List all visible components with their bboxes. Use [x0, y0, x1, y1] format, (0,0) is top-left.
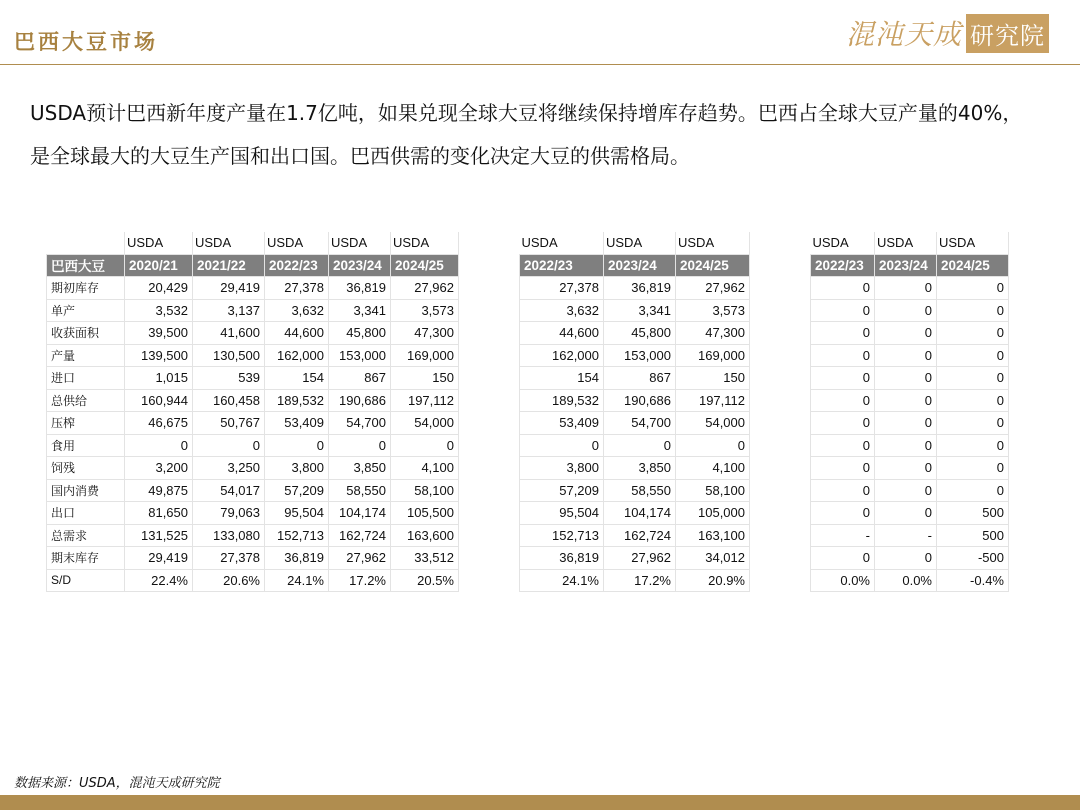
table-row [811, 547, 1009, 570]
value-cell: 0 [193, 434, 265, 457]
value-cell: 0 [937, 457, 1009, 480]
table-row [520, 277, 750, 300]
table-row [47, 367, 459, 390]
value-cell: - [875, 524, 937, 547]
source-row [47, 232, 459, 254]
value-cell: 162,724 [604, 524, 676, 547]
value-cell: 54,000 [676, 412, 750, 435]
value-cell: 0 [875, 367, 937, 390]
value-cell: 3,532 [125, 299, 193, 322]
value-cell: 36,819 [604, 277, 676, 300]
value-cell: 104,174 [329, 502, 391, 525]
value-cell: 47,300 [676, 322, 750, 345]
value-cell: 33,512 [391, 547, 459, 570]
value-cell: 160,944 [125, 389, 193, 412]
value-cell: 0 [811, 344, 875, 367]
source-row [811, 232, 1009, 254]
row-label: 期末库存 [47, 547, 125, 570]
difference-table [810, 232, 1009, 592]
data-source-note: 数据来源：USDA，混沌天成研究院 [14, 776, 220, 791]
table-row [47, 389, 459, 412]
value-cell: 197,112 [391, 389, 459, 412]
value-cell: 0 [875, 502, 937, 525]
value-cell: 190,686 [604, 389, 676, 412]
value-cell: 0 [875, 277, 937, 300]
row-label: 食用 [47, 434, 125, 457]
table-row [520, 434, 750, 457]
value-cell: 24.1% [265, 569, 329, 592]
row-label: 压榨 [47, 412, 125, 435]
source-cell: USDA [604, 232, 676, 254]
value-cell: 189,532 [520, 389, 604, 412]
value-cell: 20.9% [676, 569, 750, 592]
value-cell: 36,819 [329, 277, 391, 300]
value-cell: 45,800 [329, 322, 391, 345]
value-cell: 0 [811, 479, 875, 502]
value-cell: 27,378 [520, 277, 604, 300]
value-cell: 54,000 [391, 412, 459, 435]
value-cell: 34,012 [676, 547, 750, 570]
value-cell: 17.2% [604, 569, 676, 592]
value-cell: 3,250 [193, 457, 265, 480]
table-row [520, 479, 750, 502]
value-cell: 57,209 [265, 479, 329, 502]
value-cell: 0 [875, 389, 937, 412]
value-cell: 79,063 [193, 502, 265, 525]
value-cell: 153,000 [604, 344, 676, 367]
row-label: 出口 [47, 502, 125, 525]
value-cell: 27,378 [193, 547, 265, 570]
value-cell: 3,573 [391, 299, 459, 322]
value-cell: 500 [937, 502, 1009, 525]
row-label: 收获面积 [47, 322, 125, 345]
value-cell: 0 [520, 434, 604, 457]
value-cell: 3,800 [520, 457, 604, 480]
source-row [520, 232, 750, 254]
value-cell: 58,550 [329, 479, 391, 502]
source-cell: USDA [265, 232, 329, 254]
value-cell: 0 [875, 479, 937, 502]
value-cell: 47,300 [391, 322, 459, 345]
value-cell: 0 [265, 434, 329, 457]
value-cell: 0 [811, 434, 875, 457]
source-cell: USDA [520, 232, 604, 254]
value-cell: 0 [329, 434, 391, 457]
value-cell: 54,700 [604, 412, 676, 435]
value-cell: 867 [604, 367, 676, 390]
value-cell: 54,700 [329, 412, 391, 435]
value-cell: 27,962 [676, 277, 750, 300]
value-cell: 22.4% [125, 569, 193, 592]
year-header-cell: 2022/23 [520, 254, 604, 277]
table-row [811, 502, 1009, 525]
company-logo [846, 14, 1049, 52]
value-cell: 45,800 [604, 322, 676, 345]
source-cell: USDA [329, 232, 391, 254]
value-cell: 3,573 [676, 299, 750, 322]
value-cell: 0 [811, 299, 875, 322]
footer-bar [0, 795, 1080, 810]
value-cell: 500 [937, 524, 1009, 547]
year-header-cell: 2023/24 [604, 254, 676, 277]
value-cell: 29,419 [125, 547, 193, 570]
comparison-table-previous [519, 232, 750, 592]
value-cell: 58,550 [604, 479, 676, 502]
table-row [47, 299, 459, 322]
value-cell: 0 [875, 412, 937, 435]
value-cell: 36,819 [265, 547, 329, 570]
source-cell: USDA [193, 232, 265, 254]
value-cell: 150 [391, 367, 459, 390]
table-row [47, 344, 459, 367]
value-cell: 20,429 [125, 277, 193, 300]
table-row [520, 524, 750, 547]
source-cell: USDA [937, 232, 1009, 254]
table-row [811, 569, 1009, 592]
value-cell: 0 [811, 412, 875, 435]
value-cell: 44,600 [265, 322, 329, 345]
year-header-cell: 2024/25 [676, 254, 750, 277]
value-cell: 0 [811, 322, 875, 345]
value-cell: 153,000 [329, 344, 391, 367]
value-cell: 0 [937, 434, 1009, 457]
value-cell: 1,015 [125, 367, 193, 390]
value-cell: 0.0% [875, 569, 937, 592]
value-cell: 39,500 [125, 322, 193, 345]
value-cell: 0 [937, 277, 1009, 300]
table-row [520, 412, 750, 435]
year-header-row [811, 254, 1009, 277]
source-cell: USDA [676, 232, 750, 254]
table-row [47, 547, 459, 570]
table-row [47, 277, 459, 300]
value-cell: 3,632 [520, 299, 604, 322]
table-row [811, 389, 1009, 412]
value-cell: 0 [604, 434, 676, 457]
value-cell: 154 [265, 367, 329, 390]
value-cell: 0 [811, 389, 875, 412]
source-cell: USDA [811, 232, 875, 254]
source-cell: USDA [391, 232, 459, 254]
value-cell: 150 [676, 367, 750, 390]
value-cell: 20.5% [391, 569, 459, 592]
value-cell: 105,500 [391, 502, 459, 525]
header-divider [0, 64, 1080, 65]
row-label: 期初库存 [47, 277, 125, 300]
year-header-cell: 2024/25 [391, 254, 459, 277]
year-header-cell: 2020/21 [125, 254, 193, 277]
row-label: 总需求 [47, 524, 125, 547]
table-row [811, 479, 1009, 502]
value-cell: 44,600 [520, 322, 604, 345]
value-cell: 0 [811, 457, 875, 480]
value-cell: 53,409 [520, 412, 604, 435]
value-cell: 81,650 [125, 502, 193, 525]
value-cell: 0 [937, 389, 1009, 412]
value-cell: 49,875 [125, 479, 193, 502]
value-cell: - [811, 524, 875, 547]
value-cell: 0 [875, 299, 937, 322]
value-cell: 27,378 [265, 277, 329, 300]
row-label: S/D [47, 569, 125, 592]
value-cell: 46,675 [125, 412, 193, 435]
value-cell: 105,000 [676, 502, 750, 525]
value-cell: 3,137 [193, 299, 265, 322]
table-row [811, 277, 1009, 300]
value-cell: 0 [875, 457, 937, 480]
value-cell: 130,500 [193, 344, 265, 367]
value-cell: 0 [937, 412, 1009, 435]
value-cell: 36,819 [520, 547, 604, 570]
table-row [47, 502, 459, 525]
table-row [811, 299, 1009, 322]
value-cell: 189,532 [265, 389, 329, 412]
page-header [0, 0, 1080, 62]
table-row [47, 322, 459, 345]
table-row [47, 569, 459, 592]
table-row [811, 457, 1009, 480]
value-cell: 3,850 [604, 457, 676, 480]
value-cell: 139,500 [125, 344, 193, 367]
brazil-soybean-table [46, 232, 459, 592]
value-cell: 162,724 [329, 524, 391, 547]
value-cell: 3,800 [265, 457, 329, 480]
table-row [47, 479, 459, 502]
value-cell: -0.4% [937, 569, 1009, 592]
year-header-cell: 2024/25 [937, 254, 1009, 277]
value-cell: 3,341 [604, 299, 676, 322]
year-header-row [520, 254, 750, 277]
value-cell: 0 [811, 367, 875, 390]
year-header-cell: 巴西大豆 [47, 254, 125, 277]
value-cell: 104,174 [604, 502, 676, 525]
row-label: 单产 [47, 299, 125, 322]
value-cell: 0 [937, 344, 1009, 367]
value-cell: 57,209 [520, 479, 604, 502]
value-cell: 152,713 [520, 524, 604, 547]
row-label: 国内消费 [47, 479, 125, 502]
source-cell [47, 232, 125, 254]
table-row [520, 299, 750, 322]
value-cell: 24.1% [520, 569, 604, 592]
value-cell: 133,080 [193, 524, 265, 547]
value-cell: 162,000 [265, 344, 329, 367]
value-cell: 152,713 [265, 524, 329, 547]
table-row [811, 367, 1009, 390]
value-cell: 54,017 [193, 479, 265, 502]
value-cell: 29,419 [193, 277, 265, 300]
value-cell: 0 [811, 502, 875, 525]
value-cell: 0 [391, 434, 459, 457]
table-row [811, 344, 1009, 367]
table-row [811, 322, 1009, 345]
value-cell: 163,600 [391, 524, 459, 547]
value-cell: 539 [193, 367, 265, 390]
row-label: 饲残 [47, 457, 125, 480]
table-row [520, 367, 750, 390]
value-cell: 0 [937, 299, 1009, 322]
logo-box-text: 研究院 [966, 14, 1049, 53]
value-cell: 0 [937, 322, 1009, 345]
intro-paragraph: USDA预计巴西新年度产量在1.7亿吨，如果兑现全球大豆将继续保持增库存趋势。巴西占全球大豆产量的40%，是全球最大的大豆生产国和出口国。巴西供需的变化决定大豆的供需格局。 [30, 101, 1023, 168]
value-cell: 3,632 [265, 299, 329, 322]
value-cell: 0 [875, 434, 937, 457]
table-row [520, 344, 750, 367]
value-cell: 160,458 [193, 389, 265, 412]
year-header-cell: 2021/22 [193, 254, 265, 277]
value-cell: 41,600 [193, 322, 265, 345]
year-header-cell: 2022/23 [265, 254, 329, 277]
value-cell: 0 [125, 434, 193, 457]
table-row [811, 434, 1009, 457]
value-cell: 50,767 [193, 412, 265, 435]
value-cell: 27,962 [604, 547, 676, 570]
logo-text: 混沌天成 [846, 18, 963, 51]
value-cell: 3,341 [329, 299, 391, 322]
value-cell: 58,100 [676, 479, 750, 502]
value-cell: 163,100 [676, 524, 750, 547]
value-cell: 0 [676, 434, 750, 457]
table-row [47, 412, 459, 435]
table-row [520, 569, 750, 592]
row-label: 总供给 [47, 389, 125, 412]
value-cell: 169,000 [676, 344, 750, 367]
value-cell: 27,962 [391, 277, 459, 300]
value-cell: 0 [811, 547, 875, 570]
value-cell: 0 [811, 277, 875, 300]
value-cell: 154 [520, 367, 604, 390]
value-cell: 0 [937, 367, 1009, 390]
table-row [47, 434, 459, 457]
value-cell: 190,686 [329, 389, 391, 412]
page-title: 巴西大豆市场 [14, 30, 158, 54]
value-cell: 17.2% [329, 569, 391, 592]
value-cell: 27,962 [329, 547, 391, 570]
table-row [520, 389, 750, 412]
value-cell: 95,504 [520, 502, 604, 525]
table-row [520, 322, 750, 345]
value-cell: 3,200 [125, 457, 193, 480]
table-row [811, 524, 1009, 547]
value-cell: 0 [937, 479, 1009, 502]
row-label: 产量 [47, 344, 125, 367]
source-cell: USDA [125, 232, 193, 254]
value-cell: 162,000 [520, 344, 604, 367]
row-label: 进口 [47, 367, 125, 390]
value-cell: -500 [937, 547, 1009, 570]
year-header-cell: 2023/24 [875, 254, 937, 277]
table-row [520, 457, 750, 480]
table-row [47, 457, 459, 480]
year-header-cell: 2022/23 [811, 254, 875, 277]
value-cell: 197,112 [676, 389, 750, 412]
value-cell: 3,850 [329, 457, 391, 480]
value-cell: 131,525 [125, 524, 193, 547]
value-cell: 20.6% [193, 569, 265, 592]
value-cell: 0.0% [811, 569, 875, 592]
table-row [520, 502, 750, 525]
table-row [47, 524, 459, 547]
table-row [520, 547, 750, 570]
value-cell: 169,000 [391, 344, 459, 367]
table-row [811, 412, 1009, 435]
value-cell: 4,100 [676, 457, 750, 480]
source-cell: USDA [875, 232, 937, 254]
value-cell: 0 [875, 547, 937, 570]
year-header-row [47, 254, 459, 277]
value-cell: 0 [875, 344, 937, 367]
value-cell: 0 [875, 322, 937, 345]
value-cell: 58,100 [391, 479, 459, 502]
value-cell: 4,100 [391, 457, 459, 480]
value-cell: 53,409 [265, 412, 329, 435]
value-cell: 867 [329, 367, 391, 390]
value-cell: 95,504 [265, 502, 329, 525]
year-header-cell: 2023/24 [329, 254, 391, 277]
